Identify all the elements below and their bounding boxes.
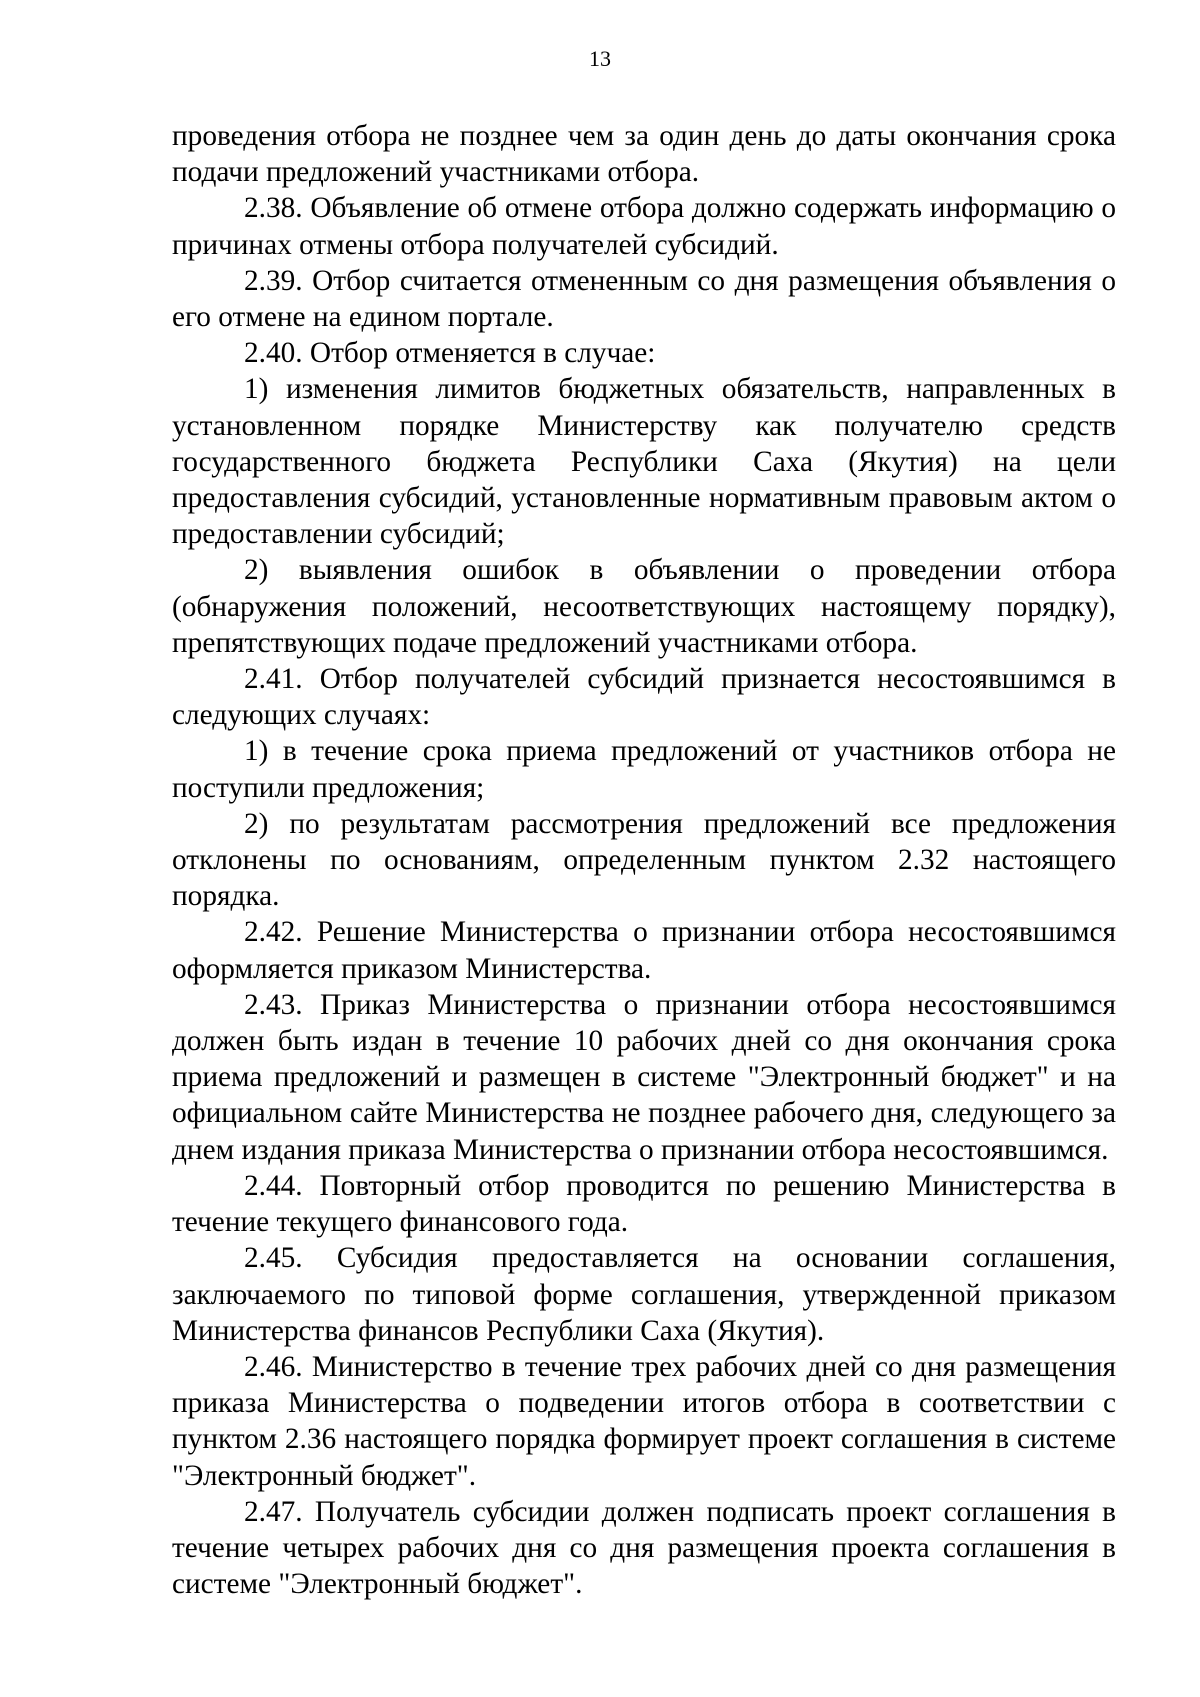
paragraph-2-40-item-2: 2) выявления ошибок в объявлении о проведении отбора (обнаружения положений, несоответствующих настоящему порядку), препятствующих подаче предложений участниками отбора. — [172, 554, 1116, 659]
page-number: 13 — [589, 46, 611, 71]
document-body — [172, 118, 1116, 1602]
paragraph-continuation: проведения отбора не позднее чем за один день до даты окончания срока подачи предложений участниками отбора. — [172, 120, 1116, 189]
paragraph-2-43: 2.43. Приказ Министерства о признании отбора несостоявшимся должен быть издан в течение 10 рабочих дней со дня окончания срока приема предложений и размещен в системе "Электронный бюджет" и на официальном сайте Министерства не позднее рабочего дня, следующего за днем издания приказа Министерства о признании отбора несостоявшимся. — [172, 988, 1116, 1166]
paragraph-2-44: 2.44. Повторный отбор проводится по решению Министерства в течение текущего финансового года. — [172, 1169, 1116, 1239]
paragraph-2-39: 2.39. Отбор считается отмененным со дня размещения объявления о его отмене на едином портале. — [172, 264, 1116, 334]
paragraph-2-41-item-1: 1) в течение срока приема предложений от участников отбора не поступили предложения; — [172, 735, 1116, 804]
paragraph-2-38: 2.38. Объявление об отмене отбора должно содержать информацию о причинах отмены отбора получателей субсидий. — [172, 192, 1116, 261]
paragraph-2-41: 2.41. Отбор получателей субсидий признается несостоявшимся в следующих случаях: — [172, 663, 1116, 732]
paragraph-2-42: 2.42. Решение Министерства о признании отбора несостоявшимся оформляется приказом Министерства. — [172, 916, 1116, 985]
paragraph-2-41-item-2: 2) по результатам рассмотрения предложений все предложения отклонены по основаниям, определенным пунктом 2.32 настоящего порядка. — [172, 807, 1116, 913]
paragraph-2-40: 2.40. Отбор отменяется в случае: — [244, 337, 656, 370]
paragraph-2-40-item-1: 1) изменения лимитов бюджетных обязательств, направленных в установленном порядке Министерству как получателю средств государственного бюджета Республики Саха (Якутия) на цели предоставления субсидий, установленные нормативным правовым актом о предоставлении субсидий; — [172, 373, 1116, 551]
paragraph-2-45: 2.45. Субсидия предоставляется на основании соглашения, заключаемого по типовой форме соглашения, утвержденной приказом Министерства финансов Республики Саха (Якутия). — [172, 1242, 1116, 1347]
paragraph-2-46: 2.46. Министерство в течение трех рабочих дней со дня размещения приказа Министерства о подведении итогов отбора в соответствии с пунктом 2.36 настоящего порядка формирует проект соглашения в системе "Электронный бюджет". — [172, 1350, 1116, 1492]
paragraph-2-47: 2.47. Получатель субсидии должен подписать проект соглашения в течение четырех рабочих дня со дня размещения проекта соглашения в системе "Электронный бюджет". — [172, 1495, 1116, 1601]
